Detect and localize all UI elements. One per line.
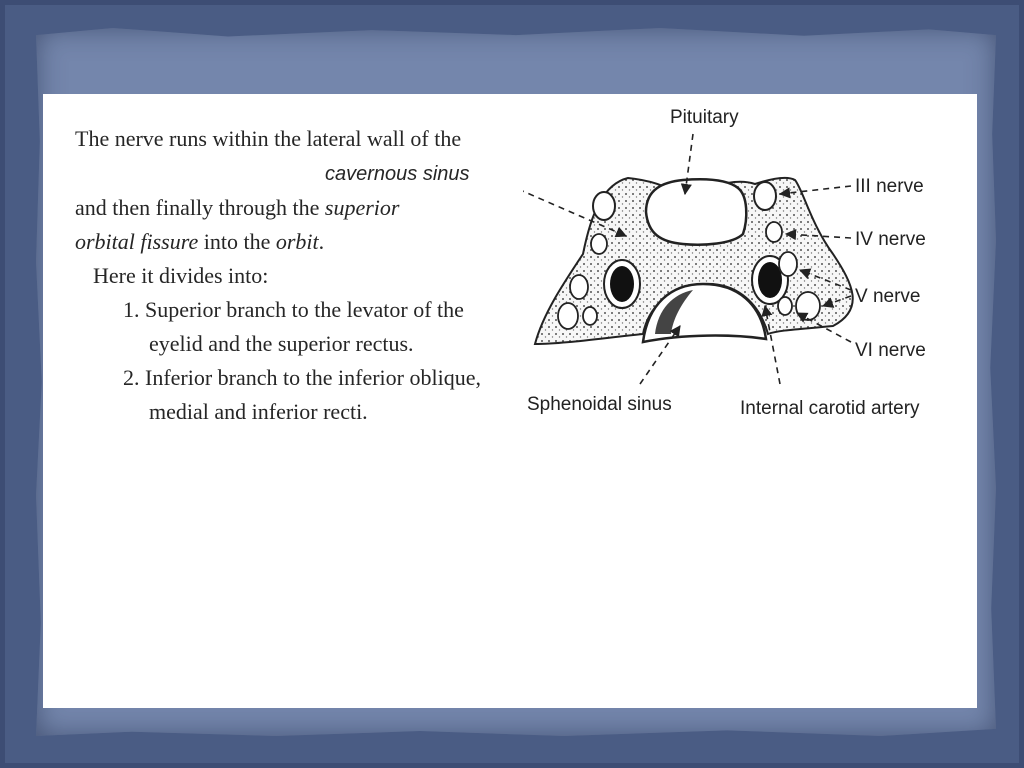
list-item-2-number: 2.: [123, 365, 140, 390]
carotid-left-lumen: [610, 266, 634, 302]
label-sphenoidal-sinus: Sphenoidal sinus: [527, 394, 672, 415]
body-text: [75, 122, 525, 429]
nerve-right-5a: [779, 252, 797, 276]
nerve-left-4: [591, 234, 607, 254]
slide-content: [43, 94, 977, 708]
carotid-right-lumen: [758, 262, 782, 298]
list-item-2-text-a: Inferior branch to the inferior oblique,: [145, 365, 481, 390]
nerve-left-6: [583, 307, 597, 325]
nerve-right-5b: [796, 292, 820, 320]
list-item-2: [75, 361, 525, 395]
list-item-2-text-b: medial and inferior recti.: [149, 399, 368, 424]
superior-term: superior: [324, 195, 400, 220]
text-line-2a: and then finally through the: [75, 195, 320, 220]
label-nerve4: IV nerve: [855, 229, 926, 250]
label-internal-carotid: Internal carotid artery: [740, 398, 920, 419]
label-nerve6: VI nerve: [855, 340, 926, 361]
text-line-1: The nerve runs within the lateral wall of the: [75, 126, 462, 151]
nerve-right-3: [754, 182, 776, 210]
cavernous-sinus-diagram: [523, 94, 977, 439]
nerve-right-4: [766, 222, 782, 242]
label-nerve5: V nerve: [855, 286, 921, 307]
label-pituitary: Pituitary: [670, 107, 739, 128]
nerve-left-3: [593, 192, 615, 220]
list-item-1: [75, 293, 525, 327]
nerve-left-5b: [558, 303, 578, 329]
text-line-cavernous: [75, 156, 525, 191]
text-line-4: Here it divides into:: [93, 263, 269, 288]
orbital-fissure-term: orbital fissure: [75, 229, 199, 254]
text-line-3-period: .: [318, 229, 325, 254]
text-line-3: [75, 225, 525, 259]
text-line-3b: into the: [203, 229, 271, 254]
list-item-1-text-a: Superior branch to the levator of the: [145, 297, 464, 322]
orbit-term: orbit: [275, 229, 319, 254]
nerve-right-6: [778, 297, 792, 315]
cavernous-sinus-term: cavernous sinus: [325, 163, 470, 185]
pituitary-gland: [646, 179, 746, 244]
text-line-2: [75, 191, 525, 225]
nerve-left-5a: [570, 275, 588, 299]
list-item-1-text-b: eyelid and the superior rectus.: [149, 331, 414, 356]
label-nerve3: III nerve: [855, 176, 924, 197]
list-item-1-number: 1.: [123, 297, 140, 322]
